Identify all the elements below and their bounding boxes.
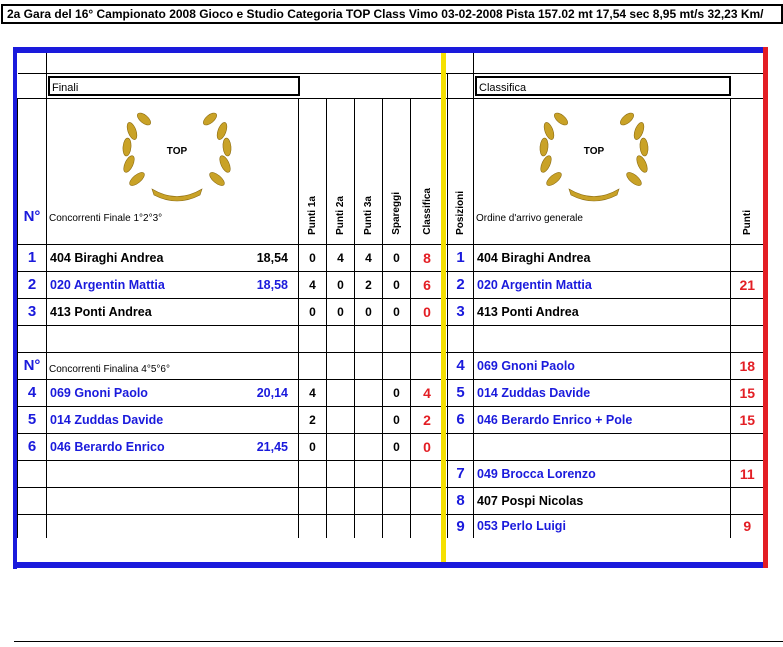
finale-name: 020 Argentin Mattia [50,277,165,292]
header-posizioni: Posizioni [455,190,466,235]
spareggi: 0 [383,433,411,460]
p3: 0 [355,298,383,325]
pos: 4 [448,352,474,379]
p1: 4 [299,271,327,298]
table-row [18,406,764,433]
p1: 0 [299,244,327,271]
rank-pts: 15 [731,379,764,406]
spareggi: 0 [383,379,411,406]
spareggi: 0 [383,244,411,271]
p2: 0 [327,298,355,325]
finalina-name: 014 Zuddas Davide [50,412,164,427]
pos: 5 [448,379,474,406]
finalina-n: 5 [18,406,47,433]
spareggi: 0 [383,298,411,325]
rank-name: 404 Biraghi Andrea [474,244,731,271]
header-spareggi: Spareggi [391,191,402,235]
rank-pts: 21 [731,271,764,298]
finale-name: 413 Ponti Andrea [50,304,152,319]
table-row [18,244,764,271]
pos: 9 [448,514,474,538]
p2: 4 [327,244,355,271]
p3: 2 [355,271,383,298]
rank-name: 053 Perlo Luigi [474,514,731,538]
logo-text-right: TOP [583,145,605,157]
n-symbol-finalina: N° [23,356,41,374]
table-row [18,352,764,379]
table-row [18,271,764,298]
logo-text: TOP [166,145,188,157]
classifica-header: Ordine d'arrivo generale [476,212,583,224]
finalina-n: 6 [18,433,47,460]
rank-pts [731,244,764,271]
finale-n: 1 [18,244,47,271]
classifica: 0 [411,433,444,460]
rank-pts [731,487,764,514]
rank-pts: 18 [731,352,764,379]
classifica: 2 [411,406,444,433]
p1: 0 [299,298,327,325]
finale-n: 3 [18,298,47,325]
finalina-time [288,413,298,427]
page-bottom-line [14,641,783,642]
header-punti-3a: Punti 3a [363,195,374,235]
classifica: 4 [411,379,444,406]
frame-bottom-border [13,562,768,568]
table-row [18,433,764,460]
rank-name: 049 Brocca Lorenzo [474,460,731,487]
finalina-n: 4 [18,379,47,406]
p1: 0 [299,433,327,460]
classifica: 8 [411,244,444,271]
finale-time [288,305,298,319]
finale-name: 404 Biraghi Andrea [50,250,164,265]
p2: 0 [327,271,355,298]
rank-pts: 11 [731,460,764,487]
table-row [18,460,764,487]
header-classifica: Classifica [421,187,433,235]
pos: 2 [448,271,474,298]
rank-pts: 15 [731,406,764,433]
frame-left-border [13,47,17,569]
rank-name: 046 Berardo Enrico + Pole [474,406,731,433]
header-punti-2a: Punti 2a [335,195,346,235]
classifica: 0 [411,298,444,325]
header-punti: Punti [741,209,753,235]
rank-name: 020 Argentin Mattia [474,271,731,298]
finale-time: 18,58 [256,277,288,292]
rank-pts [731,298,764,325]
table-row [18,298,764,325]
p1: 4 [299,379,327,406]
pos: 8 [448,487,474,514]
header-punti-1a: Punti 1a [307,195,318,235]
table-row [18,514,764,538]
finale-n: 2 [18,271,47,298]
rank-pts: 9 [731,514,764,538]
spareggi: 0 [383,406,411,433]
rank-name: 407 Pospi Nicolas [474,487,731,514]
finale-time: 18,54 [256,250,288,265]
finalina-name: 069 Gnoni Paolo [50,385,148,400]
table-row [18,325,764,352]
rank-name: 069 Gnoni Paolo [474,352,731,379]
document-title: 2a Gara del 16° Campionato 2008 Gioco e Studio Categoria TOP Class Vimo 03-02-2008 Pista 157.02 mt 17,54 sec 8,95 mt/s 32,23 Km/ [1,4,783,24]
n-symbol: N° [23,207,41,225]
pos: 3 [448,298,474,325]
pos: 6 [448,406,474,433]
results-table [17,53,764,538]
frame-top-border [14,47,768,53]
classifica-label: Classifica [475,76,731,96]
finalina-time: 21,45 [256,439,288,454]
p1: 2 [299,406,327,433]
finalina-name: 046 Berardo Enrico [50,439,165,454]
table-row [18,487,764,514]
rank-name: 014 Zuddas Davide [474,379,731,406]
frame-right-border [763,47,768,568]
pos: 7 [448,460,474,487]
pos: 1 [448,244,474,271]
p3: 4 [355,244,383,271]
top-wreath-logo [112,109,242,204]
top-wreath-logo-right [529,109,659,204]
finalina-time: 20,14 [256,385,288,400]
classifica: 6 [411,271,444,298]
finalina-header: Concorrenti Finalina 4°5°6° [47,352,299,379]
table-row [18,379,764,406]
divider-line [441,53,446,562]
rank-name: 413 Ponti Andrea [474,298,731,325]
spareggi: 0 [383,271,411,298]
finale-header: Concorrenti Finale 1°2°3° [49,212,163,224]
finali-label: Finali [48,76,300,96]
